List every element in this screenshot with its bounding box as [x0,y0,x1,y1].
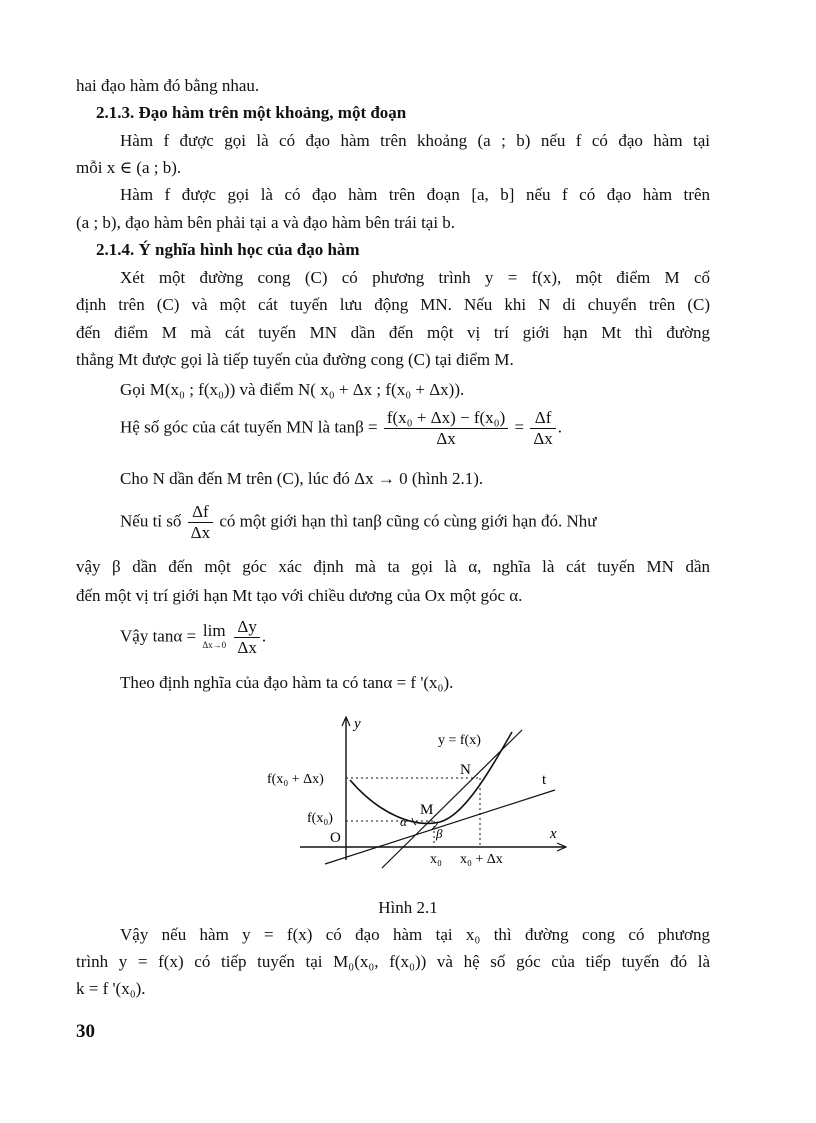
section-heading-2-1-3: 2.1.3. Đạo hàm trên một khoảng, một đoạn [96,103,407,122]
limit-subscript: Δx→0 [202,639,227,650]
formula-text: . [557,417,563,437]
text-line: Theo định nghĩa của đạo hàm ta có tanα = f '(x₀). [120,673,454,692]
label-curve: y = f(x) [438,733,481,748]
formula-text: Vậy tanα = [120,626,197,646]
fraction-numerator: Δy [234,617,259,638]
text-line: Hàm f được gọi là có đạo hàm trên đoạn [a, b] nếu f có đạo hàm trên [120,185,710,204]
text-line: trình y = f(x) có tiếp tuyến tại M₀(x₀, f(x₀)) và hệ số góc của tiếp tuyến đó là [76,952,710,971]
limit-operator [202,620,227,652]
text-line: Gọi M(x₀ ; f(x₀)) và điểm N( x₀ + Δx ; f(x₀ + Δx)). [120,380,465,399]
formula-secant-slope [120,408,562,449]
label-x0: x₀ [430,852,442,867]
fraction-numerator: Δf [188,502,213,523]
text-line: Xét một đường cong (C) có phương trình y = f(x), một điểm M cố [120,268,710,287]
text-line: đến điểm M mà cát tuyến MN dần đến một vị trí giới hạn Mt thì đường [76,323,710,342]
text-line: (a ; b), đạo hàm bên phải tại a và đạo hàm bên trái tại b. [76,213,456,232]
limit-text: lim [202,620,226,640]
text-line: đến một vị trí giới hạn Mt tạo với chiều dương của Ox một góc α. [76,586,523,605]
fraction-numerator: Δf [530,408,555,429]
formula-text: có một giới hạn thì tanβ cũng có cùng giới hạn đó. Như [219,511,597,531]
formula-text: . [261,626,267,646]
label-t: t [542,772,547,788]
fraction-denominator: Δx [190,523,211,542]
formula-text: = [514,417,525,437]
text-line: Cho N dần đến M trên (C), lúc đó Δx → 0 (hình 2.1). [120,469,484,488]
label-y: y [354,716,361,732]
text-line: thẳng Mt được gọi là tiếp tuyến của đường cong (C) tại điểm M. [76,350,514,369]
label-n: N [460,762,471,778]
text-line: mỗi x ∈ (a ; b). [76,158,182,177]
text-line: hai đạo hàm đó bằng nhau. [76,76,260,95]
fraction [530,408,555,449]
label-fx0: f(x₀) [307,811,333,826]
label-alpha: α [400,814,407,829]
text-line: định trên (C) và một cát tuyến lưu động MN. Nếu khi N di chuyển trên (C) [76,295,710,314]
fraction-denominator: Δx [533,429,553,448]
label-x0dx: x₀ + Δx [460,852,503,867]
label-x: x [550,826,557,842]
formula-text: Hệ số góc của cát tuyến MN là tanβ = [120,417,378,437]
formula-text: Nếu tỉ số [120,511,182,531]
fraction-denominator: Δx [237,638,257,657]
fraction-denominator: Δx [436,429,456,448]
page-number: 30 [76,1021,95,1042]
fraction [188,502,213,543]
figure-2-1 [250,710,580,875]
text-line: Hàm f được gọi là có đạo hàm trên khoảng (a ; b) nếu f có đạo hàm tại [120,131,710,150]
fraction [234,617,259,658]
label-origin: O [330,830,341,846]
figure-caption: Hình 2.1 [378,898,438,917]
formula-ratio-line [120,502,597,543]
label-fx0dx: f(x₀ + Δx) [267,772,324,787]
fraction-numerator: f(x₀ + Δx) − f(x₀) [384,408,508,429]
formula-tan-alpha [120,617,266,658]
label-m: M [420,802,434,818]
section-heading-2-1-4: 2.1.4. Ý nghĩa hình học của đạo hàm [96,240,360,259]
text-line: vậy β dần đến một góc xác định mà ta gọi là α, nghĩa là cát tuyến MN dần [76,557,710,576]
fraction [384,408,508,449]
text-line: k = f '(x₀). [76,979,146,998]
label-beta: β [436,826,443,841]
text-line: Vậy nếu hàm y = f(x) có đạo hàm tại x₀ thì đường cong có phương [120,925,710,944]
